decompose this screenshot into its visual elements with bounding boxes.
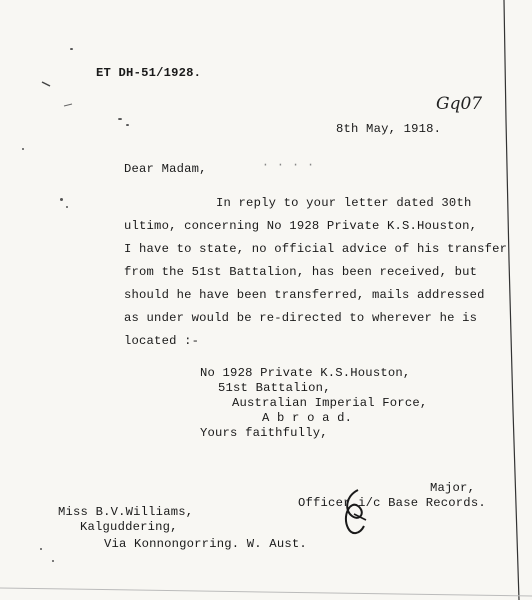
recipient-locality: Kalguddering, xyxy=(80,520,178,534)
closing: Yours faithfully, xyxy=(200,426,328,440)
scan-speck xyxy=(118,118,122,120)
handwritten-signature xyxy=(336,486,376,538)
letter-date: 8th May, 1918. xyxy=(336,122,442,136)
body-line-3: I have to state, no official advice of his transfer xyxy=(124,242,508,256)
body-line-6: as under would be re-directed to wherever he is xyxy=(124,311,478,325)
scan-speck xyxy=(60,198,63,201)
body-line-2: ultimo, concerning No 1928 Private K.S.Houston, xyxy=(124,219,478,233)
body-line-4: from the 51st Battalion, has been received, but xyxy=(124,265,478,279)
address-line-4: A b r o a d. xyxy=(262,411,353,425)
scan-speck xyxy=(22,148,24,150)
salutation: Dear Madam, xyxy=(124,162,207,176)
folio-mark: Gq07 xyxy=(436,94,483,114)
signatory-rank: Major, xyxy=(430,481,476,495)
faded-stamp: ﾠ∙ ∙ ∙ ∙ xyxy=(250,158,315,172)
address-line-1: No 1928 Private K.S.Houston, xyxy=(200,366,411,380)
scan-speck xyxy=(52,560,54,562)
signature-line: Officer i/c Base Records. xyxy=(298,496,486,510)
address-line-3: Australian Imperial Force, xyxy=(232,396,428,410)
recipient-route: Via Konnongorring. W. Aust. xyxy=(104,537,307,551)
body-line-7: located :- xyxy=(124,334,200,348)
body-line-5: should he have been transferred, mails addressed xyxy=(124,288,485,302)
scan-speck xyxy=(126,124,129,126)
scan-speck xyxy=(66,206,68,208)
body-line-1: In reply to your letter dated 30th xyxy=(216,196,472,210)
scan-speck xyxy=(70,48,73,50)
scan-speck xyxy=(40,548,42,550)
reference-number: ET DH-51/1928. xyxy=(96,66,202,80)
recipient-name: Miss B.V.Williams, xyxy=(58,505,194,519)
address-line-2: 51st Battalion, xyxy=(218,381,331,395)
